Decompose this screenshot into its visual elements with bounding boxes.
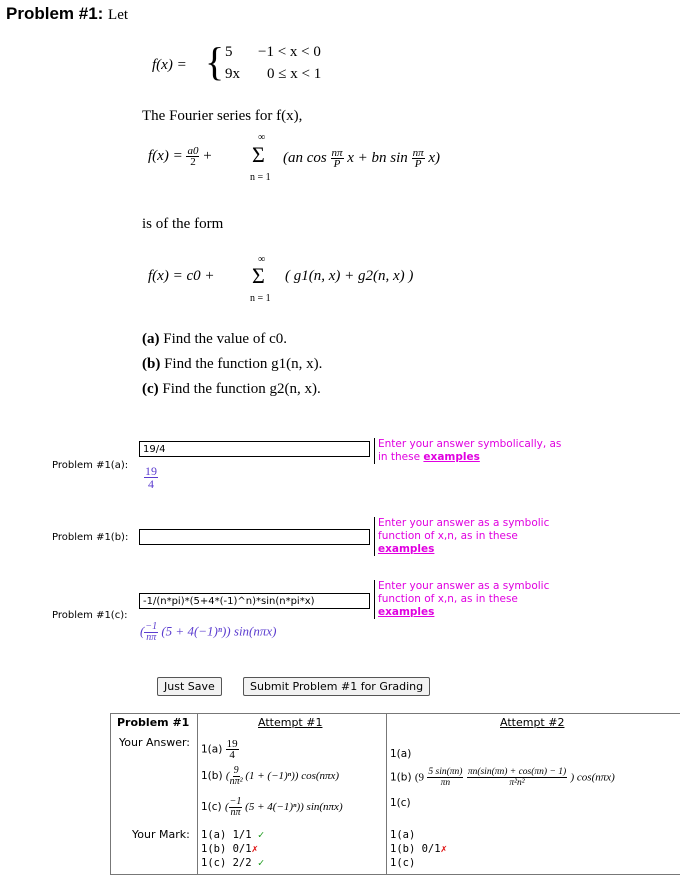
answer-c-examples-link[interactable]: examples [378,606,435,618]
answer-c-input[interactable]: -1/(n*pi)*(5+4*(-1)^n)*sin(n*pi*x) [139,593,370,609]
attempt1-b-tag: 1(b) [201,770,223,783]
piecewise-case2-value: 9x [225,66,240,82]
series2-lhs: f(x) = c0 + [148,268,215,284]
frac-npi-p-2 [412,148,425,169]
answer-b-input[interactable] [139,529,370,545]
attempt1-mark-a [201,829,264,841]
piecewise-case1-value: 5 [225,44,233,60]
attempt2-b-f2-den: π²n² [509,778,525,788]
attempt1-b-frac [230,766,243,787]
results-header: Problem #1 [117,716,190,729]
attempt1-c-rest: (5 + 4(−1)ⁿ)) sin(nπx) [245,801,343,814]
answer-a-preview-den: 4 [148,477,154,491]
answer-a-preview-frac [144,465,158,490]
attempt1-mark-c [201,857,264,869]
task-b [142,356,322,373]
attempt1-b-num: 9 [233,765,239,776]
a0-den: 2 [190,156,196,168]
attempt2-mark-b [390,843,447,855]
attempt2-b-frac1 [427,767,463,788]
attempt2-mark-b-text: 1(b) 0/1 [390,843,441,855]
answer-a-label: Problem #1(a): [52,460,129,471]
task-c-text: Find the function g2(n, x). [162,381,321,397]
attempt2-b-f1-num: 5 sin(πn) [428,767,463,777]
answer-b-examples-link[interactable]: examples [378,543,435,555]
attempt-2-header: Attempt #2 [500,716,565,729]
attempt2-b-f1-den: πn [440,778,451,788]
answer-b-hint [374,517,568,556]
attempt1-a-den: 4 [229,749,235,761]
piecewise-case1-condition: −1 < x < 0 [258,44,321,60]
frac2-den: P [414,158,422,170]
answer-a-examples-link[interactable]: examples [423,451,480,463]
attempt1-mark-a-text: 1(a) 1/1 [201,829,252,841]
series2-sum-bottom: n = 1 [250,293,271,304]
title-let: Let [108,7,129,23]
attempt2-mark-a: 1(a) [390,829,416,841]
answer-c-preview-frac [144,622,158,643]
attempt2-b-post: ) cos(nπx) [570,771,615,784]
attempt2-mark-c: 1(c) [390,857,416,869]
answer-a-input[interactable]: 19/4 [139,441,370,457]
answer-a-hint-text: Enter your answer symbolically, as in these [378,438,562,463]
attempt1-answer-c: 1(c) ( $\frac{-1}{n\pi}$ (5 + 4(−1)ⁿ)) sin(nπx) [201,796,343,818]
frac-npi-p-1 [331,148,344,169]
your-answer-label: Your Answer: [119,736,191,749]
answer-a-preview-num: 19 [145,464,157,478]
answer-b-hint-text: Enter your answer as a symbolic function of x,n, as in these [378,517,550,542]
attempt1-c-num: −1 [229,796,242,807]
problem-number: Problem #1: [6,4,104,23]
series1-lhs: f(x) = [148,147,183,164]
cross-icon: ✗ [251,843,258,855]
attempt1-c-den: nπ [230,807,241,818]
piecewise-lhs: f(x) = [152,57,187,73]
series2-body: ( g1(n, x) + g2(n, x) ) [285,268,414,284]
answer-b-label: Problem #1(b): [52,532,129,543]
piecewise-case2-condition: 0 ≤ x < 1 [267,66,322,82]
series1-plus: + [203,147,212,164]
answer-c-label: Problem #1(c): [52,610,128,621]
attempt2-answer-c: 1(c) [390,797,411,809]
attempt1-mark-b-text: 1(b) 0/1 [201,843,252,855]
attempt1-a-num: 19 [226,738,238,750]
series1-sum-top: ∞ [258,132,266,143]
fourier-series-formula [148,146,212,167]
a0-num: a0 [187,145,199,157]
answer-a-preview [144,465,158,490]
series2-sum-top: ∞ [258,254,266,265]
task-b-tag: (b) [142,356,161,372]
fourier-intro: The Fourier series for f(x), [142,108,303,124]
attempt2-answer-a: 1(a) [390,748,412,760]
attempt1-b-rest: (1 + (−1)ⁿ)) cos(nπx) [245,770,340,783]
just-save-button[interactable]: Just Save [157,677,222,696]
answer-c-preview-rest: (5 + 4(−1)ⁿ)) sin(nπx) [161,623,277,639]
cross-icon: ✗ [440,843,447,855]
attempt2-answer-b [390,767,615,788]
task-b-text: Find the function g1(n, x). [164,356,323,372]
series1-body-mid: x + bn sin [347,149,408,166]
task-a-text: Find the value of c0. [163,331,287,347]
attempt1-c-frac [229,797,243,818]
answer-c-hint [374,580,568,619]
answer-c-preview-den: nπ [146,632,157,643]
answer-c-preview-num: −1 [145,621,158,632]
task-a-tag: (a) [142,331,160,347]
check-icon: ✓ [257,829,265,841]
series1-body-start: (an cos [283,149,327,166]
answer-a-hint [374,438,568,464]
frac1-den: P [333,158,341,170]
attempt1-a-tag: 1(a) [201,743,223,756]
task-c [142,381,321,398]
attempt2-b-tag: 1(b) [390,771,412,784]
attempt1-a-frac [226,739,239,760]
attempt1-answer-b: 1(b) ( $\frac{9}{\text{nπ²}}$ (1 + (−1)ⁿ)) cos(nπx) [201,765,340,787]
your-mark-label: Your Mark: [132,828,190,841]
series2-sigma: Σ [252,263,265,288]
attempt2-b-f2-num: πn(sin(πn) + cos(πn) − 1) [467,767,567,777]
piecewise-brace: { [205,39,225,84]
results-divider-1 [197,713,198,875]
attempt1-answer-a [201,739,239,760]
attempt2-b-frac2 [467,767,567,788]
series1-sum-bottom: n = 1 [250,172,271,183]
submit-grading-button[interactable]: Submit Problem #1 for Grading [243,677,430,696]
check-icon: ✓ [257,857,265,869]
attempt2-b-pre: (9 [414,771,425,784]
form-intro: is of the form [142,216,224,232]
a0-over-2 [186,146,199,167]
series1-sigma: Σ [252,142,265,167]
problem-title [6,4,128,24]
frac2-num: nπ [412,147,424,159]
task-a [142,331,287,348]
attempt1-mark-b [201,843,258,855]
results-divider-2 [386,713,387,875]
attempt1-mark-c-text: 1(c) 2/2 [201,857,252,869]
task-c-tag: (c) [142,381,159,397]
attempt1-b-den: nπ² [229,776,243,787]
attempt-1-header: Attempt #1 [258,716,323,729]
frac1-num: nπ [331,147,343,159]
series1-body [283,148,440,169]
attempt1-c-tag: 1(c) [201,801,222,814]
answer-c-preview: ( $\frac{-1}{n\pi}$ (5 + 4(−1)ⁿ)) sin(nπx) [140,621,277,643]
answer-c-hint-text: Enter your answer as a symbolic function of x,n, as in these [378,580,550,605]
series1-body-end: x) [428,149,440,166]
